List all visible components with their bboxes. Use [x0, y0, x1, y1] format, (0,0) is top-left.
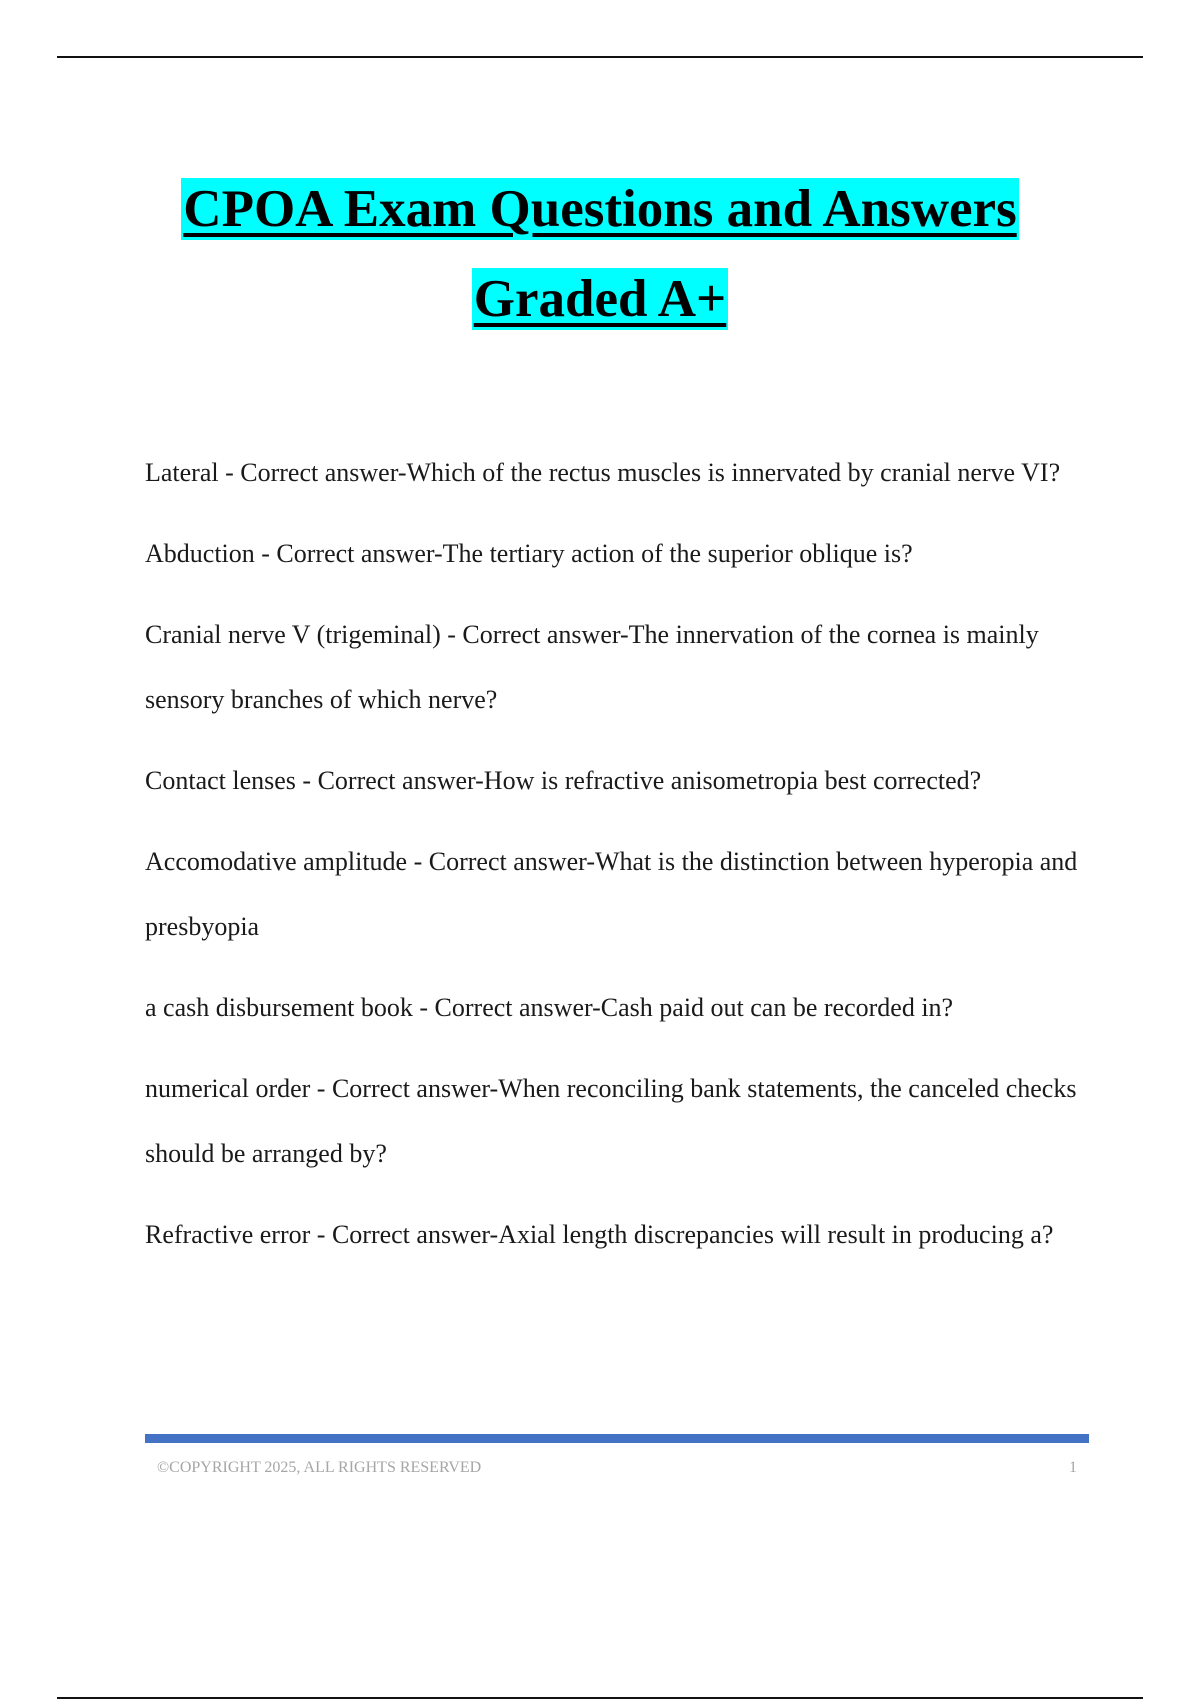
page-footer — [157, 1459, 1077, 1477]
qa-item: Lateral - Correct answer-Which of the rectus muscles is innervated by cranial nerve VI? — [145, 458, 1061, 487]
footer-rule — [57, 1697, 1143, 1699]
title-line-1: CPOA Exam Questions and Answers — [183, 180, 1017, 238]
page-number: 1 — [1069, 1459, 1077, 1476]
qa-item: Cranial nerve V (trigeminal) - Correct answer-The innervation of the cornea is mainly sensory branches of which nerve? — [145, 620, 1039, 714]
title-line-2: Graded A+ — [473, 270, 727, 328]
document-title — [0, 178, 1200, 330]
copyright-text: ©COPYRIGHT 2025, ALL RIGHTS RESERVED — [157, 1459, 482, 1476]
qa-item: Contact lenses - Correct answer-How is refractive anisometropia best corrected? — [145, 766, 982, 795]
qa-item: numerical order - Correct answer-When reconciling bank statements, the canceled checks should be arranged by? — [145, 1074, 1077, 1168]
qa-item: Accomodative amplitude - Correct answer-What is the distinction between hyperopia and presbyopia — [145, 847, 1078, 941]
qa-list — [145, 440, 1085, 1283]
header-rule — [57, 56, 1143, 58]
footer-bar — [145, 1434, 1089, 1443]
qa-item: Refractive error - Correct answer-Axial length discrepancies will result in producing a? — [145, 1220, 1054, 1249]
qa-item: Abduction - Correct answer-The tertiary action of the superior oblique is? — [145, 539, 913, 568]
qa-item: a cash disbursement book - Correct answer-Cash paid out can be recorded in? — [145, 993, 954, 1022]
